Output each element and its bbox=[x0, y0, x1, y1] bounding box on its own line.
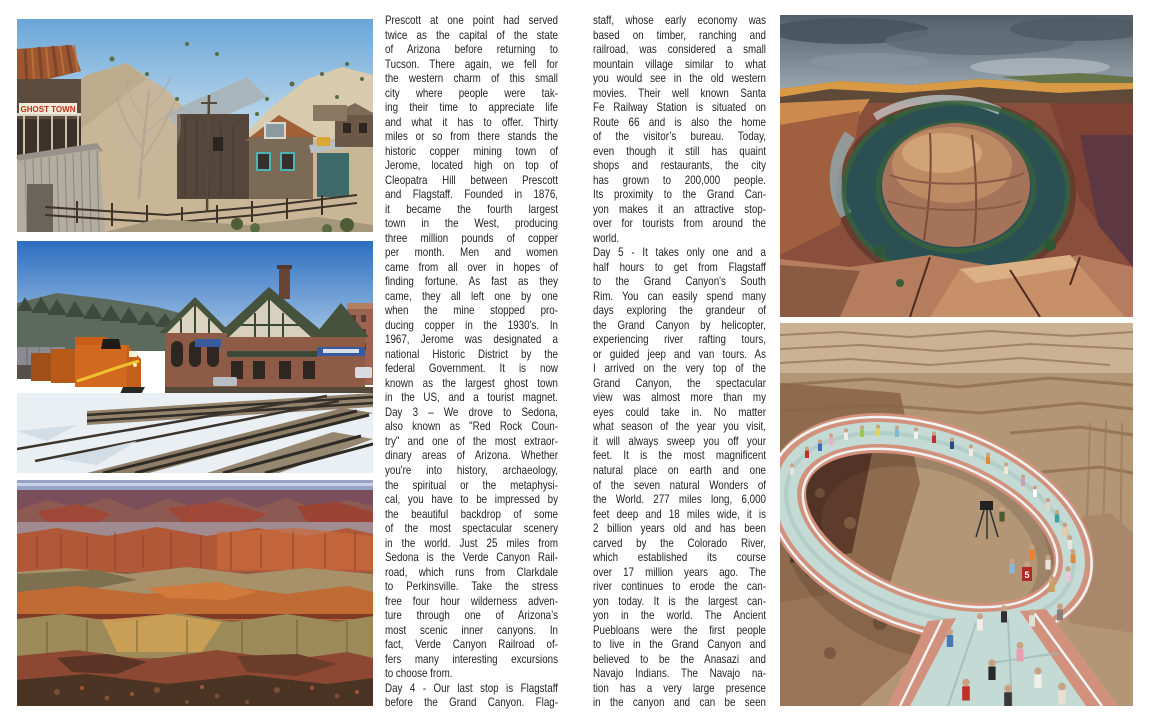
article-text-line: even though it still has quaint bbox=[593, 143, 766, 158]
grand-canyon-skywalk-photo bbox=[780, 323, 1133, 706]
article-text-line: Grand Canyon, the spectacular bbox=[593, 375, 766, 390]
article-text-line: Route 66 and is also the home bbox=[593, 114, 766, 129]
article-text-line: fact, Verde Canyon Railroad of- bbox=[385, 637, 558, 652]
article-text-line: 2 billion years old and has been bbox=[593, 521, 766, 536]
article-text-line: 1967, Jerome was designated a bbox=[385, 332, 558, 347]
article-text-line: feet. It is the most magnificent bbox=[593, 448, 766, 463]
article-text-line: or guided jeep and van tours. As bbox=[593, 346, 766, 361]
article-text-line: staff, whose early economy was bbox=[593, 13, 766, 27]
article-column-2 bbox=[593, 13, 766, 710]
article-text-line: of Arizona before returning to bbox=[385, 42, 558, 57]
article-text-line: Rim. You can easily spend many bbox=[593, 288, 766, 303]
article-text-line: fers many interesting excursions bbox=[385, 651, 558, 666]
article-text-line: known as the largest ghost town bbox=[385, 375, 558, 390]
article-text-line: road, which runs from Clarkdale bbox=[385, 564, 558, 579]
article-text-line: yon makes it an attractive stop- bbox=[593, 201, 766, 216]
article-text-line: the beautiful backdrop of some bbox=[385, 506, 558, 521]
article-text-line: three million pounds of copper bbox=[385, 230, 558, 245]
article-text-line: yon today. It is the largest can- bbox=[593, 593, 766, 608]
article-text-line: the World. 277 miles long, 6,000 bbox=[593, 492, 766, 507]
article-text-line: the Grand Canyon by helicopter, bbox=[593, 317, 766, 332]
article-text-line: river continues to erode the can- bbox=[593, 579, 766, 594]
article-text-line: feet deep and 18 miles wide, it is bbox=[593, 506, 766, 521]
article-text-line: movies. Their well known Santa bbox=[593, 85, 766, 100]
article-text-line: days exploring the grandeur of bbox=[593, 303, 766, 318]
article-text-line: eyes could take in. No matter bbox=[593, 404, 766, 419]
article-text-line: based on timber, ranching and bbox=[593, 27, 766, 42]
article-text-line: Day 3 – We drove to Sedona, bbox=[385, 404, 558, 419]
grand-canyon-strata-photo bbox=[17, 480, 373, 706]
article-text-line: historic copper mining town of bbox=[385, 143, 558, 158]
article-text-line: the western charm of this small bbox=[385, 71, 558, 86]
silver-car bbox=[213, 377, 237, 386]
article-text-line: railroad, was considered a small bbox=[593, 42, 766, 57]
article-text-line: Day 5 - It takes only one and a bbox=[593, 245, 766, 260]
sandstone-butte bbox=[882, 123, 1030, 247]
article-text-line: it became the fourth largest bbox=[385, 201, 558, 216]
article-text-line: half hours to get from Flagstaff bbox=[593, 259, 766, 274]
article-text-line: city where people were tak- bbox=[385, 85, 558, 100]
article-text-line: ture through one of Arizona’s bbox=[385, 608, 558, 623]
article-text-line: cal, you have to be impressed by bbox=[385, 492, 558, 507]
depot-sign bbox=[195, 339, 221, 347]
horseshoe-bend-photo bbox=[780, 15, 1133, 317]
article-text-line: national Historic District by the bbox=[385, 346, 558, 361]
article-text-line: it will always sweep you off your bbox=[593, 433, 766, 448]
flagstaff-train-station-photo bbox=[17, 241, 373, 473]
article-text-line: free four hour wilderness adven- bbox=[385, 593, 558, 608]
article-text-line: came, they all left one by one bbox=[385, 288, 558, 303]
article-text-line: I arrived on the very top of the bbox=[593, 361, 766, 376]
article-text-line: came from all over in hopes of bbox=[385, 259, 558, 274]
article-text-line: and Flagstaff. Founded in 1876, bbox=[385, 187, 558, 202]
center-building bbox=[177, 114, 249, 199]
article-text-line: of the most spectacular scenery bbox=[385, 521, 558, 536]
article-text-line: per month. Men and women bbox=[385, 245, 558, 260]
article-text-line: in the US, and a tourist magnet. bbox=[385, 390, 558, 405]
article-text-line: to Perkinsville. Take the stress bbox=[385, 579, 558, 594]
article-text-line: which established its course bbox=[593, 550, 766, 565]
article-text-line: world. bbox=[593, 230, 620, 245]
article-text-line: Sedona is the Verde Canyon Rail- bbox=[385, 550, 558, 565]
article-text-line: miles or so from there stands the bbox=[385, 129, 558, 144]
article-text-line: Tucson. There again, we fell for bbox=[385, 56, 558, 71]
article-text-line: Puebloans were the first people bbox=[593, 622, 766, 637]
article-text-line: when the mine stopped pro- bbox=[385, 303, 558, 318]
article-text-line: yon in the world. The Ancient bbox=[593, 608, 766, 623]
jerome-ghost-town-photo bbox=[17, 19, 373, 232]
svg-text:5: 5 bbox=[1024, 570, 1030, 580]
article-text-line: mountain village similar to what bbox=[593, 56, 766, 71]
article-text-line: of the visitor’s bureau. Today, bbox=[593, 129, 766, 144]
article-text-line: natural place on earth and one bbox=[593, 462, 766, 477]
article-text-line: Day 4 - Our last stop is Flagstaff bbox=[385, 680, 558, 695]
article-text-line: shops and restaurants, the city bbox=[593, 158, 766, 173]
article-text-line: of the seven natural Wonders of bbox=[593, 477, 766, 492]
ghost-town-sign-text: GHOST TOWN bbox=[20, 105, 76, 114]
article-text-line: what season of the year you visit, bbox=[593, 419, 766, 434]
article-text-line: finding fortune. As fast as they bbox=[385, 274, 558, 289]
teal-window bbox=[257, 153, 270, 170]
article-text-line: has grown to 200,000 people. bbox=[593, 172, 766, 187]
article-text-line: Its proximity to the Grand Can- bbox=[593, 187, 766, 202]
article-text-line: you would see in the old western bbox=[593, 71, 766, 86]
article-text-line: you're into history, archaeology, bbox=[385, 462, 558, 477]
article-text-line: also known as "Red Rock Coun- bbox=[385, 419, 558, 434]
article-text-line: dinary areas of Arizona. Whether bbox=[385, 448, 558, 463]
yellow-equipment bbox=[317, 137, 330, 146]
article-text-line: Navajo Indians. The Navajo na- bbox=[593, 666, 766, 681]
article-text-line: believed to be the Anasazi and bbox=[593, 651, 766, 666]
article-text-line: to the Grand Canyon's South bbox=[593, 274, 766, 289]
teal-window bbox=[281, 153, 294, 170]
article-text-line: view was almost more than my bbox=[593, 390, 766, 405]
teal-porch bbox=[317, 153, 349, 197]
article-text-line: over 17 million years ago. The bbox=[593, 564, 766, 579]
article-text-line: twice as the capital of the state bbox=[385, 27, 558, 42]
article-column-1 bbox=[385, 13, 558, 710]
article-text-line: ing their time to appreciate life bbox=[385, 100, 558, 115]
article-text-line: Cleopatra Hill between Prescott bbox=[385, 172, 558, 187]
article-text-line: try" and one of the most extraor- bbox=[385, 433, 558, 448]
article-text-line: the spiritual or the metaphysi- bbox=[385, 477, 558, 492]
article-text-line: in the world. Just 25 miles from bbox=[385, 535, 558, 550]
article-text-line: federal Government. It is now bbox=[385, 361, 558, 376]
article-text-line: over for tourists from around the bbox=[593, 216, 766, 231]
article-text-line: Prescott at one point had served bbox=[385, 13, 558, 27]
article-text-line: ducing copper in the 1930’s. In bbox=[385, 317, 558, 332]
article-text-line: most scenic inner canyons. In bbox=[385, 622, 558, 637]
article-text-line: in the canyon and can be seen bbox=[593, 695, 766, 710]
article-text-line: before the Grand Canyon. Flag- bbox=[385, 695, 558, 710]
article-text-line: tion has a very large presence bbox=[593, 680, 766, 695]
article-text-line: Jerome, located high on top of bbox=[385, 158, 558, 173]
article-text-line: Fe Railway Station is situated on bbox=[593, 100, 766, 115]
article-text-line: to choose from. bbox=[385, 666, 453, 681]
white-suv bbox=[355, 367, 372, 378]
article-text-line: and what it has to offer. Thirty bbox=[385, 114, 558, 129]
article-text-line: carved by the Colorado River, bbox=[593, 535, 766, 550]
article-text-line: town in the West, producing bbox=[385, 216, 558, 231]
article-text-line: experiencing river rafting tours, bbox=[593, 332, 766, 347]
article-text-line: to live in the Grand Canyon and bbox=[593, 637, 766, 652]
